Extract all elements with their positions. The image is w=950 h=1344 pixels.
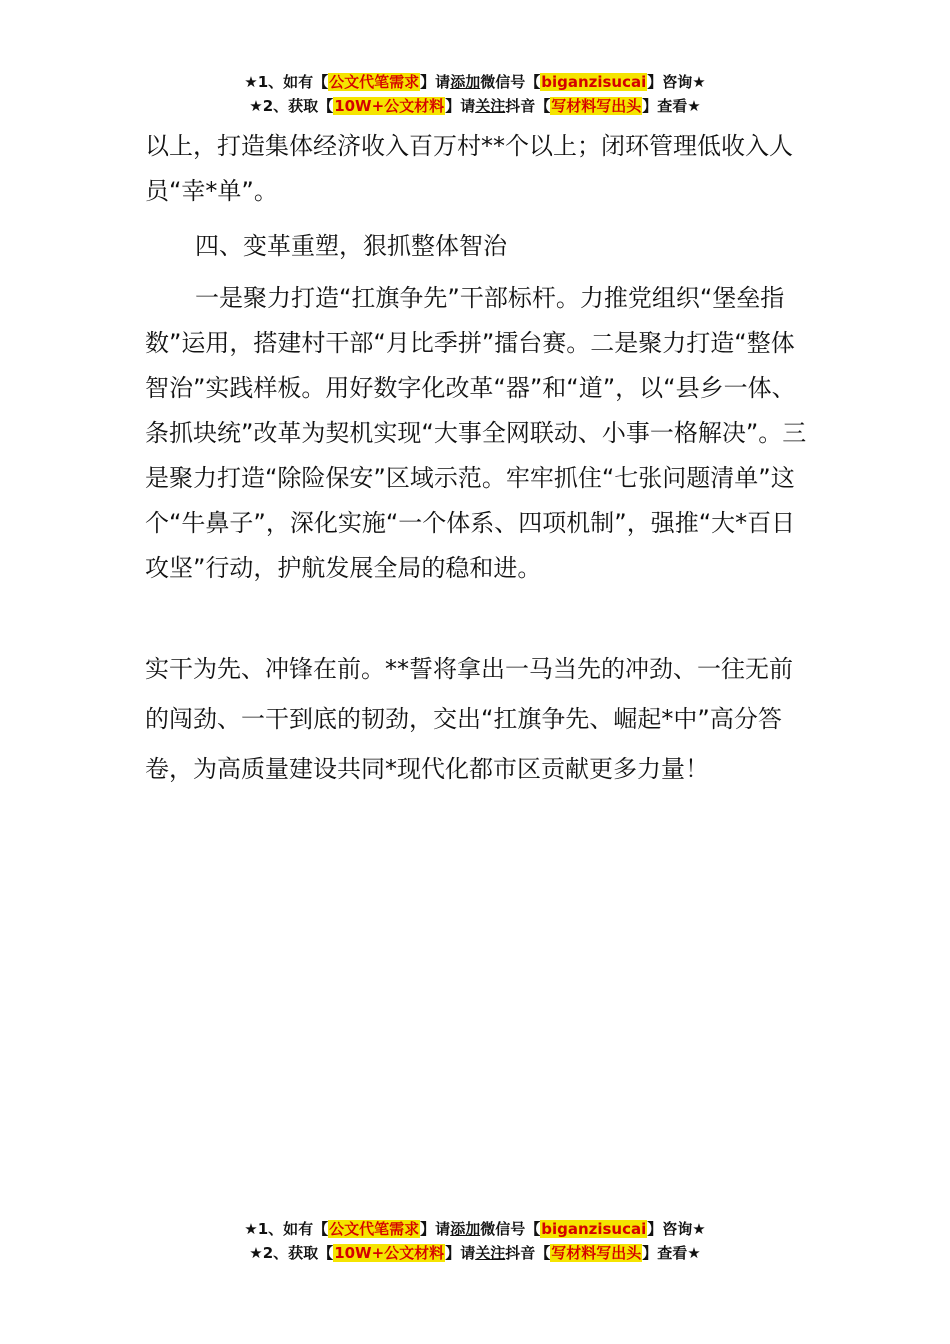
header-banner bbox=[0, 70, 950, 118]
banner-highlight-wechat-id: biganzisucai bbox=[541, 73, 647, 91]
banner-line-1: ★1、如有【公文代笔需求】请添加微信号【biganzisucai】咨询★ bbox=[244, 1220, 706, 1238]
continuation-paragraph: 以上，打造集体经济收入百万村**个以上；闭环管理低收入人员“幸*单”。 bbox=[145, 132, 793, 205]
document-body-closing bbox=[145, 644, 813, 794]
section-paragraph: 一是聚力打造“扛旗争先”干部标杆。力推党组织“堡垒指数”运用，搭建村干部“月比季拼”擂台赛。二是聚力打造“整体智治”实践样板。用好数字化改革“器”和“道”，以“县乡一体、条抓块统”改革为契机实现“大事全网联动、小事一格解决”。三是聚力打造“除险保安”区域示范。牢牢抓住“七张问题清单”这个“牛鼻子”，深化实施“一个体系、四项机制”，强推“大*百日攻坚”行动，护航发展全局的稳和进。 bbox=[145, 284, 807, 582]
banner-highlight-service: 公文代笔需求 bbox=[329, 1220, 420, 1238]
banner-highlight-douyin: 写材料写出头 bbox=[551, 1244, 642, 1262]
banner-highlight-wechat-id: biganzisucai bbox=[541, 1220, 647, 1238]
banner-highlight-materials: 10W+公文材料 bbox=[334, 1244, 445, 1262]
banner-line-2: ★2、获取【10W+公文材料】请关注抖音【写材料写出头】查看★ bbox=[249, 97, 701, 115]
closing-paragraph: 实干为先、冲锋在前。**誓将拿出一马当先的冲劲、一往无前的闯劲、一干到底的韧劲，交出“扛旗争先、崛起*中”高分答卷，为高质量建设共同*现代化都市区贡献更多力量！ bbox=[145, 655, 793, 783]
banner-highlight-materials: 10W+公文材料 bbox=[334, 97, 445, 115]
document-body-top bbox=[145, 124, 813, 269]
document-body-section bbox=[145, 276, 813, 591]
banner-line-2: ★2、获取【10W+公文材料】请关注抖音【写材料写出头】查看★ bbox=[249, 1244, 701, 1262]
section-heading: 四、变革重塑，狠抓整体智治 bbox=[195, 232, 507, 260]
banner-line-1: ★1、如有【公文代笔需求】请添加微信号【biganzisucai】咨询★ bbox=[244, 73, 706, 91]
footer-banner bbox=[0, 1217, 950, 1265]
banner-highlight-douyin: 写材料写出头 bbox=[551, 97, 642, 115]
banner-highlight-service: 公文代笔需求 bbox=[329, 73, 420, 91]
